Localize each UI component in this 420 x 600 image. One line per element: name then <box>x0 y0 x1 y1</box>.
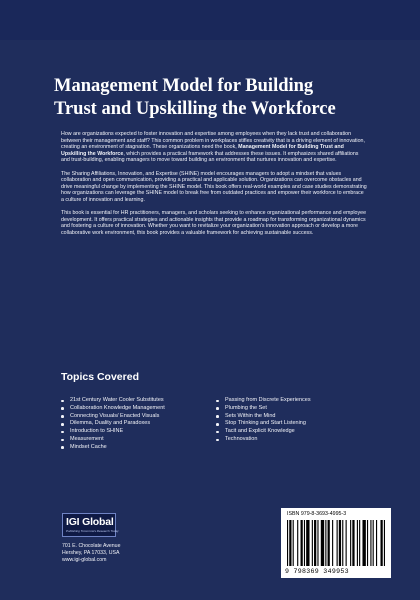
book-title <box>54 75 374 121</box>
barcode-icon <box>287 520 385 566</box>
description-paragraph-3: This book is essential for HR practitioners, managers, and scholars seeking to enhance organizational performance and employee development. It offers practical strategies and actionable insights that provide a roadmap for transforming organizational dynamics and fostering a culture of innovation. Whether you want to revitalize your organization's innovation approach or develop a more collaborative work environment, this book provides a valuable framework for achieving sustainable success. <box>61 210 367 236</box>
topic-item: Measurement <box>61 436 211 444</box>
topic-item: Dilemma, Duality and Paradoxes <box>61 420 211 428</box>
publisher-address <box>62 543 120 565</box>
topics-heading: Topics Covered <box>61 371 139 383</box>
topic-item: Mindset Cache <box>61 444 211 452</box>
paragraph-1-end: , which provides a practical framework that addresses these issues. It emphasizes shared affiliations and trust-building, enabling managers to move toward building an environment that nurtures innovation and expertise. <box>61 150 359 164</box>
address-city: Hershey, PA 17033, USA <box>62 550 120 557</box>
topic-item: Tacit and Explicit Knowledge <box>216 428 376 436</box>
topic-item: Connecting Visuals/ Enacted Visuals <box>61 413 211 421</box>
paragraph-1-start: How are organizations expected to foster innovation and expertise among employees when they lack trust and collaboration between their management and staff? This common problem in workplaces stifles creativity that is a driving element of innovation, creating an environment of stagnation. These organizations need the book, <box>61 131 365 151</box>
publisher-website: www.igi-global.com <box>62 557 107 564</box>
isbn-label: ISBN 979-8-3693-4995-3 <box>287 511 347 517</box>
paragraph-1-book-title: Management Model for Building Trust and Upskilling the Workforce <box>61 144 344 157</box>
topic-item: 21st Century Water Cooler Substitutes <box>61 397 211 405</box>
isbn-barcode-block <box>281 508 391 578</box>
topic-item: Passing from Discrete Experiences <box>216 397 376 405</box>
barcode-digits: 9 798369 349953 <box>285 568 349 575</box>
topic-item: Collaboration Knowledge Management <box>61 405 211 413</box>
address-street: 701 E. Chocolate Avenue <box>62 543 121 549</box>
cover-top-band <box>0 0 420 40</box>
book-description <box>61 131 367 243</box>
description-paragraph-1 <box>61 131 367 164</box>
title-line-2: Trust and Upskilling the Workforce <box>54 99 336 119</box>
publisher-logo-text: IGI Global <box>66 516 114 528</box>
topic-item: Introduction to SHINE <box>61 428 211 436</box>
publisher-logo-tagline: Publishing Tomorrow's Research Today <box>66 529 119 533</box>
topic-item: Plumbing the Set <box>216 405 376 413</box>
description-paragraph-2: The Sharing Affiliations, Innovation, and Expertise (SHINE) model encourages managers to adopt a mindset that values collaboration and open communication, providing a practical and applicable solution. Organizations can overcome obstacles and drive meaningful change by implementing the SHINE model. This book offers real-world examples and case studies demonstrating how organizations can leverage the SHINE model to break free from outdated practices and empower their workforce to embrace a culture of innovation and learning. <box>61 170 367 203</box>
topic-item: Technovation <box>216 436 376 444</box>
publisher-logo <box>62 513 119 537</box>
title-line-1: Management Model for Building <box>54 76 314 96</box>
topics-list-left <box>61 397 211 452</box>
topic-item: Sets Within the Mind <box>216 413 376 421</box>
topic-item: Stop Thinking and Start Listening <box>216 420 376 428</box>
topics-list-right <box>216 397 376 444</box>
